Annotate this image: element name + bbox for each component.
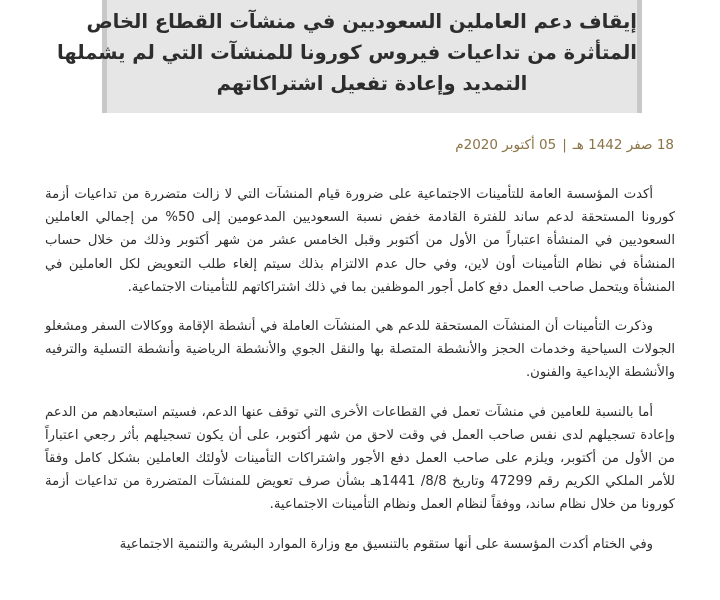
headline-box [57, 0, 642, 113]
article-body [45, 183, 675, 572]
headline-line-2: المتأثرة من تداعيات فيروس كورونا للمنشآت التي لم يشملها [57, 41, 637, 64]
paragraph-1: أكدت المؤسسة العامة للتأمينات الاجتماعية على ضرورة قيام المنشآت التي لا زالت متضررة من تداعيات أزمة كورونا المستحقة لدعم ساند للفترة القادمة خفض نسبة السعوديين المدعومين إلى 50% من إجمالي العاملين السعوديين في المنشأة اعتباراً من الأول من أكتوبر وقبل الخامس عشر من شهر أكتوبر وذلك من خلال حساب المنشأة في نظام التأمينات أون لاين، وفي حال عدم الالتزام بذلك سيتم إلغاء طلب التعويض لكل العاملين في المنشأة ويتحمل صاحب العمل دفع كامل أجور الموظفين بما في ذلك اشتراكاتهم للتأمينات الاجتماعية. [45, 187, 676, 295]
hijri-date: 18 صفر 1442 هـ [572, 137, 674, 153]
paragraph-2: وذكرت التأمينات أن المنشآت المستحقة للدعم هي المنشآت العاملة في أنشطة الإقامة ووكالات السفر ومشغلو الجولات السياحية وخدمات الحجز والأنشطة المتصلة بها والنقل الجوي والأنشطة الرياضية وأنشطة التسلية والترفيه والأنشطة الإبداعية والفنون. [45, 319, 675, 381]
headline-line-1: إيقاف دعم العاملين السعوديين في منشآت القطاع الخاص [86, 10, 637, 33]
headline [57, 0, 637, 99]
headline-line-3: التمديد وإعادة تفعيل اشتراكاتهم [216, 72, 528, 95]
paragraph-4: وفي الختام أكدت المؤسسة على أنها ستقوم بالتنسيق مع وزارة الموارد البشرية والتنمية الاجتماعية [119, 536, 653, 552]
dateline [455, 137, 674, 153]
date-separator: | [562, 137, 567, 153]
paragraph-3: أما بالنسبة للعامين في منشآت تعمل في القطاعات الأخرى التي توقف عنها الدعم، فسيتم استبعادهم من الدعم وإعادة تسجيلهم لدى نفس صاحب العمل في وقت لاحق من شهر أكتوبر، على أن يكون تسجيلهم بأثر رجعي اعتباراً من الأول من أكتوبر، ويلزم على صاحب العمل دفع الأجور واشتراكات التأمينات لأولئك العاملين بشكل كامل وفقاً للأمر الملكي الكريم رقم 47299 وتاريخ 8/8/ 1441هـ بشأن صرف تعويض للمنشآت المتضررة من تداعيات أزمة كورونا من خلال نظام ساند، ووفقاً لنظام العمل ونظام التأمينات الاجتماعية. [45, 404, 676, 513]
gregorian-date: 05 أكتوبر 2020م [455, 137, 557, 153]
